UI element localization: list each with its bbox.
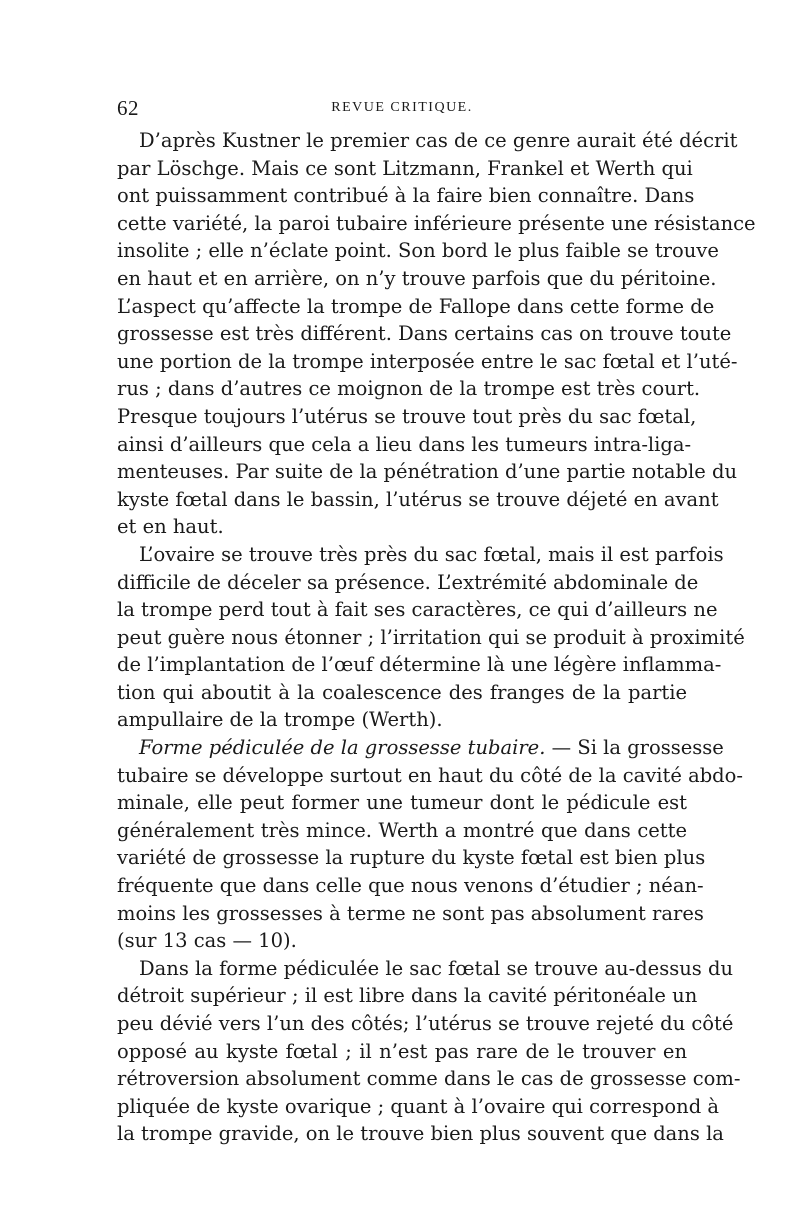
paragraph-1 (117, 127, 756, 541)
text-line: rus ; dans d’autres ce moignon de la trompe est très court. (117, 377, 701, 401)
text-line: de l’implantation de l’œuf détermine là une légère inflamma- (117, 653, 722, 677)
text-line: la trompe perd tout à fait ses caractères, ce qui d’ailleurs ne (117, 598, 718, 622)
paragraph-4 (117, 955, 741, 1148)
text-line: peut guère nous étonner ; l’irritation qui se produit à proximité (117, 625, 745, 649)
text-line: difficile de déceler sa présence. L’extrémité abdominale de (117, 570, 699, 594)
text-line: variété de grossesse la rupture du kyste fœtal est bien plus (117, 846, 706, 870)
paragraph-2 (117, 541, 745, 734)
text-line: peu dévié vers l’un des côtés; l’utérus se trouve rejeté du côté (117, 1012, 734, 1035)
text-line: insolite ; elle n’éclate point. Son bord le plus faible se trouve (117, 239, 719, 263)
text-line: moins les grossesses à terme ne sont pas absolument rares (117, 901, 704, 925)
text-line: Dans la forme pédiculée le sac fœtal se trouve au-dessus du (139, 956, 734, 980)
text-line: Presque toujours l’utérus se trouve tout près du sac fœtal, (117, 404, 697, 428)
text-line: L’aspect qu’affecte la trompe de Fallope dans cette forme de (117, 294, 715, 318)
text-line: en haut et en arrière, on n’y trouve parfois que du péritoine. (117, 266, 717, 290)
text-line: grossesse est très différent. Dans certains cas on trouve toute (117, 322, 732, 346)
text-line: pliquée de kyste ovarique ; quant à l’ovaire qui correspond à (117, 1094, 720, 1118)
body-text (117, 127, 756, 1148)
page-number: 62 (117, 96, 139, 120)
text-line: généralement très mince. Werth a montré que dans cette (117, 818, 687, 842)
heading-continuation: — Si la grossesse (545, 736, 724, 760)
text-line: ampullaire de la trompe (Werth). (117, 708, 443, 732)
text-line: cette variété, la paroi tubaire inférieure présente une résistance (117, 211, 756, 235)
text-line: L’ovaire se trouve très près du sac fœtal, mais il est parfois (139, 542, 724, 566)
text-line: rétroversion absolument comme dans le cas de grossesse com- (117, 1067, 741, 1091)
text-line: par Löschge. Mais ce sont Litzmann, Frankel et Werth qui (117, 156, 693, 180)
text-line: détroit supérieur ; il est libre dans la cavité péritonéale un (117, 984, 698, 1008)
text-line: ainsi d’ailleurs que cela a lieu dans les tumeurs intra-liga- (117, 432, 692, 456)
text-line: minale, elle peut former une tumeur dont le pédicule est (117, 791, 687, 815)
text-line: fréquente que dans celle que nous venons d’étudier ; néan- (117, 874, 704, 898)
text-line: la trompe gravide, on le trouve bien plus souvent que dans la (117, 1122, 724, 1146)
running-title: REVUE CRITIQUE. (331, 100, 473, 115)
paragraph-3 (117, 734, 743, 955)
text-line: menteuses. Par suite de la pénétration d’une partie notable du (117, 460, 738, 484)
text-line: tubaire se développe surtout en haut du côté de la cavité abdo- (117, 763, 743, 787)
text-line: D’après Kustner le premier cas de ce genre aurait été décrit (139, 129, 738, 152)
text-line: opposé au kyste fœtal ; il n’est pas rare de le trouver en (117, 1039, 687, 1063)
text-line (117, 734, 724, 762)
text-line: (sur 13 cas — 10). (117, 929, 297, 953)
running-head (117, 96, 687, 124)
text-line: kyste fœtal dans le bassin, l’utérus se trouve déjeté en avant (117, 487, 719, 511)
section-heading: Forme pédiculée de la grossesse tubaire. (139, 736, 546, 760)
text-line: ont puissamment contribué à la faire bien connaître. Dans (117, 184, 695, 208)
text-line: une portion de la trompe interposée entre le sac fœtal et l’uté- (117, 349, 738, 373)
text-line: tion qui aboutit à la coalescence des franges de la partie (117, 680, 687, 704)
text-line: et en haut. (117, 515, 224, 539)
